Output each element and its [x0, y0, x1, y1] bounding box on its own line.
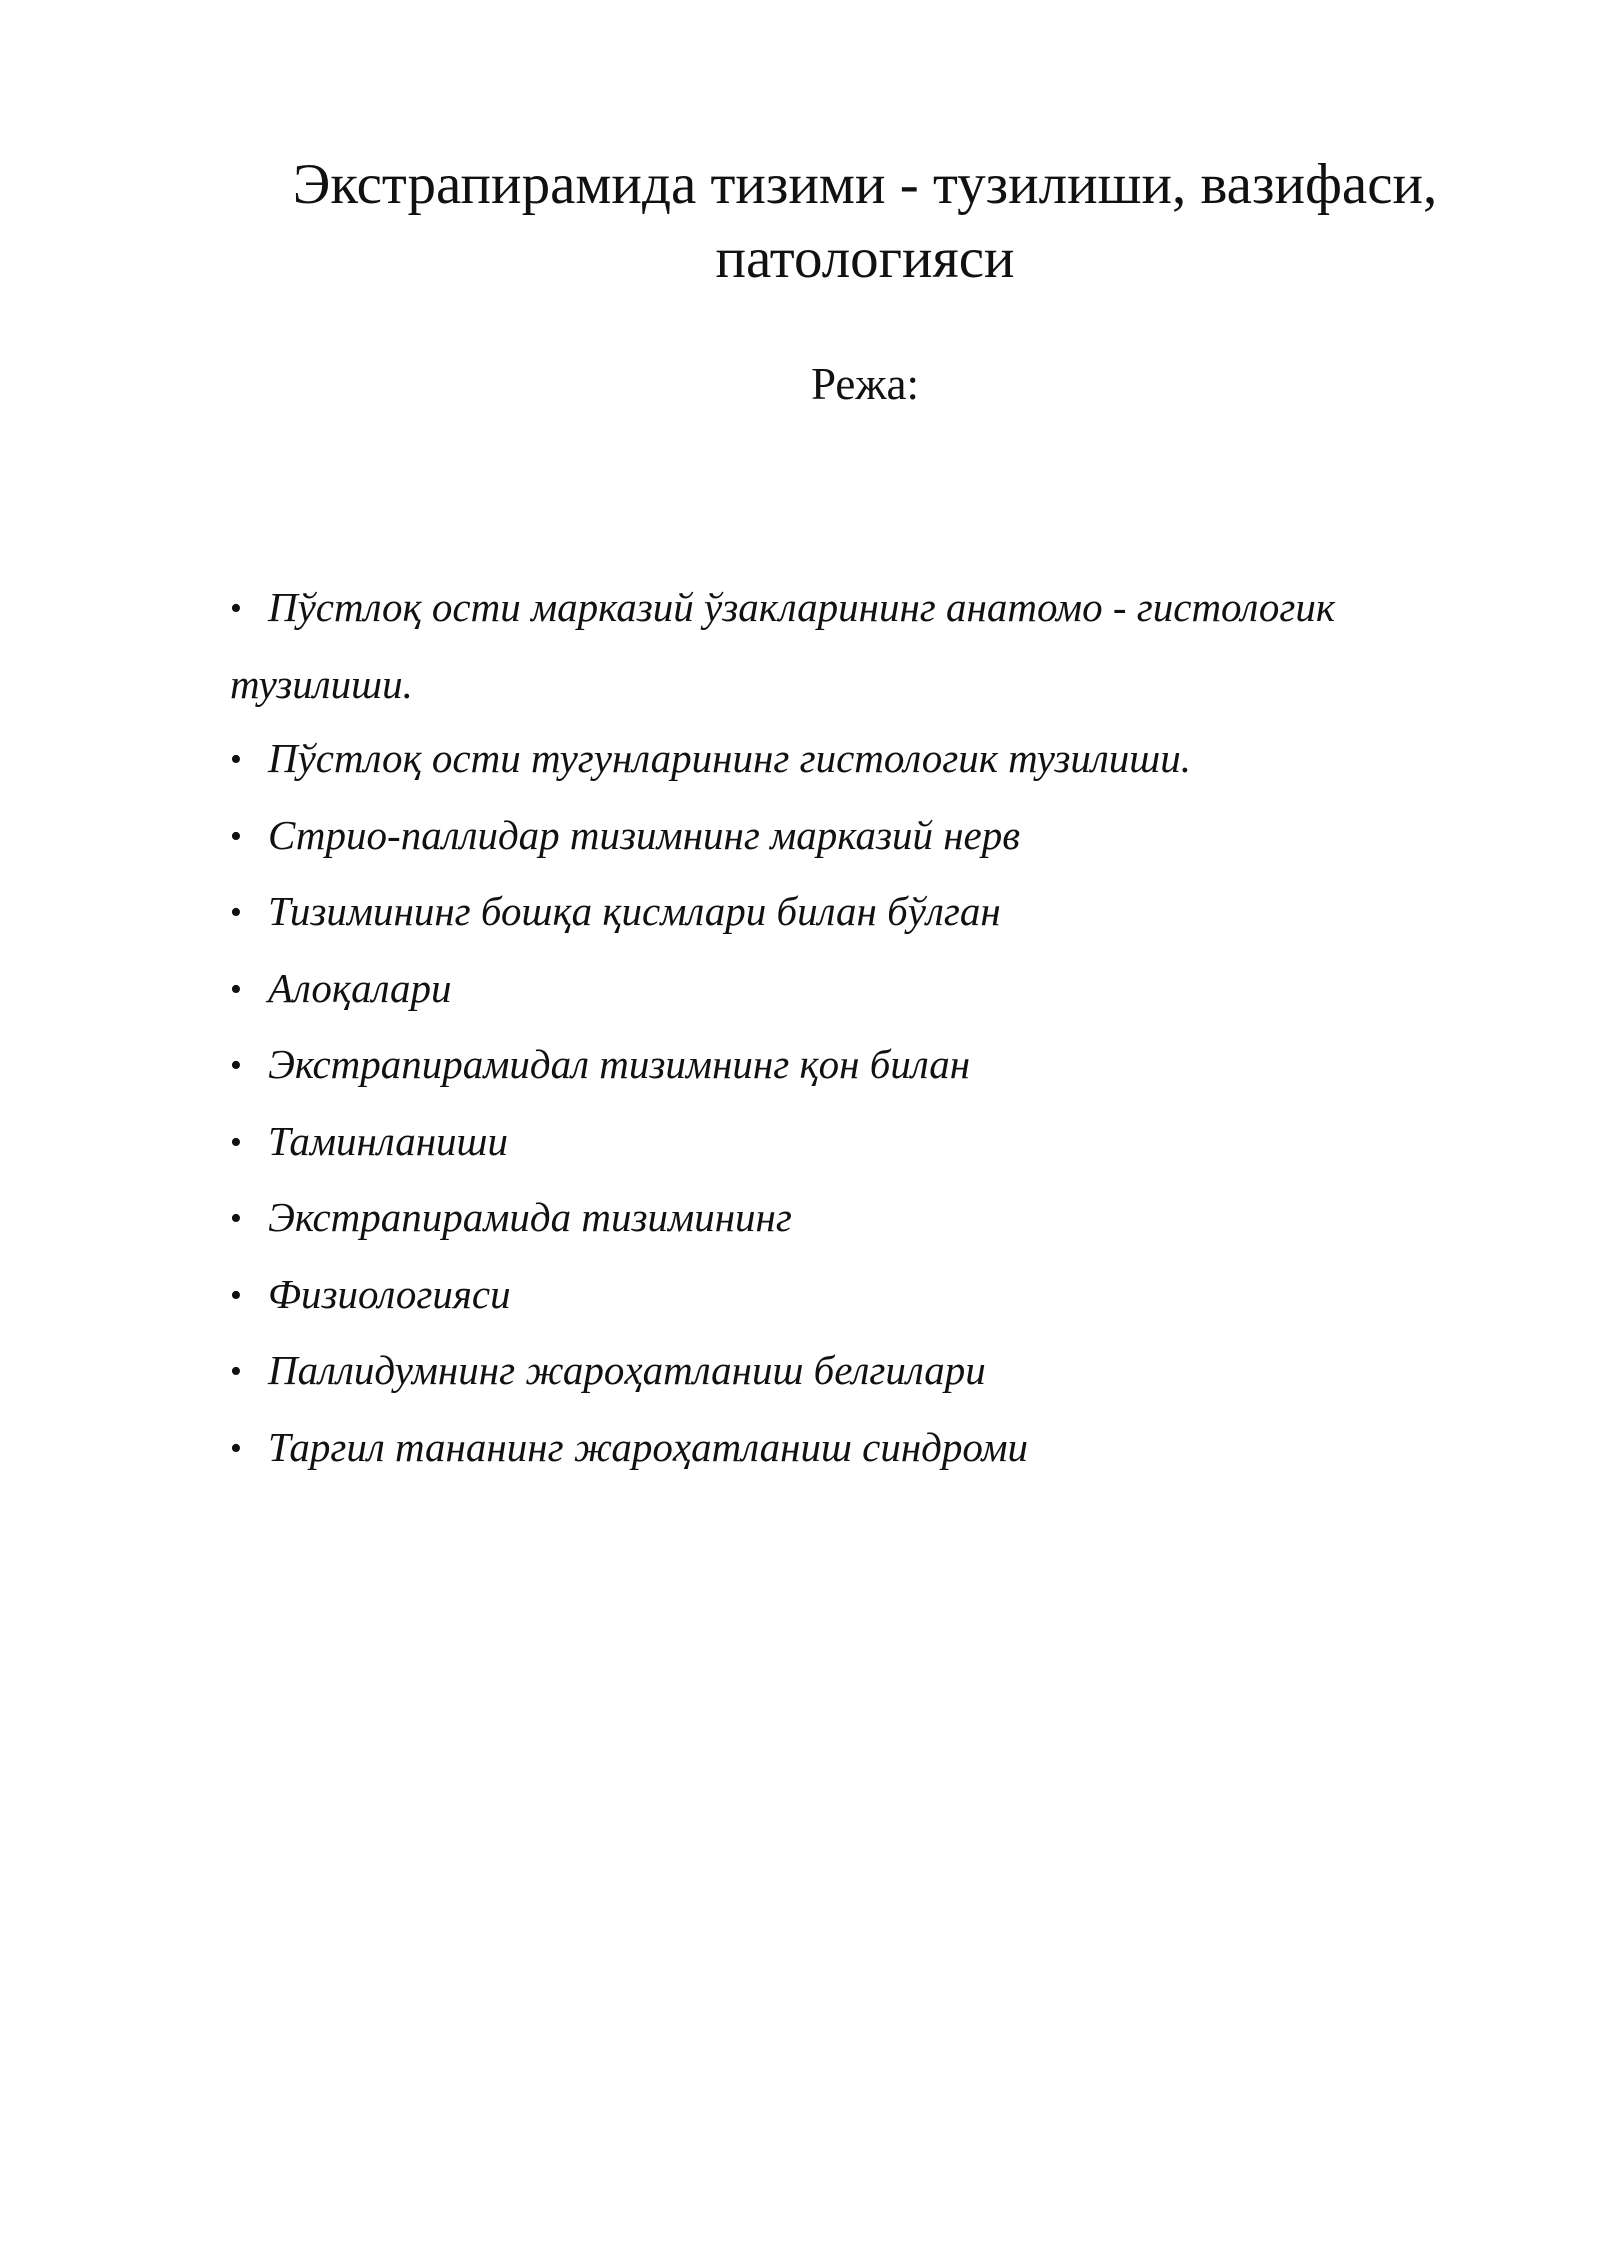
- bullet-icon: •: [230, 817, 242, 855]
- plan-item-text: Стрио-паллидар тизимнинг марказий нерв: [268, 811, 1021, 858]
- plan-item-text: Физиологияси: [268, 1270, 511, 1317]
- plan-item-text: Пўстлоқ ости марказий ўзакларининг анатомо - гистологик тузилиши.: [230, 584, 1336, 707]
- plan-item-7: [230, 1104, 1460, 1181]
- plan-item-9: [230, 1257, 1460, 1334]
- plan-item-11: [230, 1410, 1460, 1487]
- plan-item-10: [230, 1333, 1460, 1410]
- bullet-icon: •: [230, 970, 242, 1008]
- plan-item-text: Пўстлоқ ости тугунларининг гистологик тузилиши.: [268, 735, 1192, 781]
- bullet-icon: •: [230, 1353, 242, 1390]
- plan-item-4: [230, 874, 1460, 951]
- document-title: Экстрапирамида тизими - тузилиши, вазифаси, патологияси: [292, 153, 1438, 290]
- plan-item-3: [230, 798, 1460, 875]
- plan-item-text: Таргил тананинг жароҳатланиш синдроми: [268, 1423, 1029, 1470]
- plan-list: [230, 570, 1460, 1486]
- plan-item-5: [230, 951, 1460, 1028]
- bullet-icon: •: [230, 741, 242, 778]
- bullet-icon: •: [230, 1047, 242, 1084]
- bullet-icon: •: [230, 1123, 242, 1161]
- plan-item-text: Экстрапирамида тизимининг: [268, 1194, 792, 1240]
- bullet-icon: •: [230, 894, 242, 931]
- plan-heading: Режа:: [811, 359, 919, 409]
- plan-item-text: Таминланиши: [268, 1117, 508, 1164]
- bullet-icon: •: [230, 590, 242, 627]
- plan-item-text: Паллидумнинг жароҳатланиш белгилари: [268, 1347, 986, 1393]
- plan-item-1: [230, 570, 1460, 721]
- plan-item-8: [230, 1180, 1460, 1257]
- plan-item-text: Тизимининг бошқа қисмлари билан бўлган: [268, 888, 1001, 934]
- bullet-icon: •: [230, 1276, 242, 1314]
- plan-item-text: Алоқалари: [268, 964, 452, 1011]
- plan-item-2: [230, 721, 1460, 798]
- bullet-icon: •: [230, 1200, 242, 1237]
- plan-item-6: [230, 1027, 1460, 1104]
- bullet-icon: •: [230, 1429, 242, 1467]
- plan-item-text: Экстрапирамидал тизимнинг қон билан: [268, 1041, 971, 1087]
